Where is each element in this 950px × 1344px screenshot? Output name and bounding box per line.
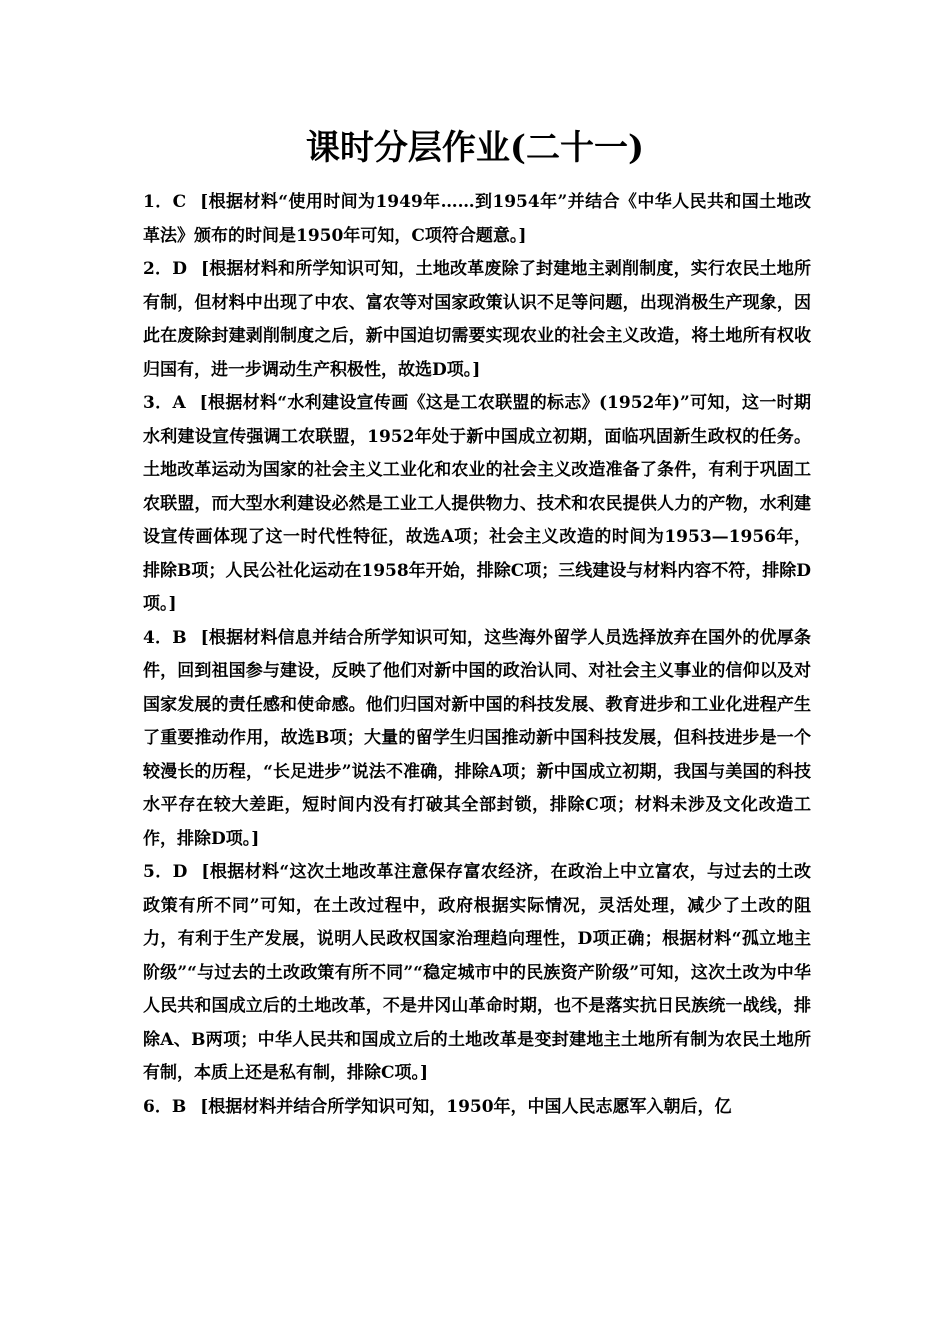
answer-label: 6．B: [143, 1096, 187, 1117]
answer-label: 1．C: [143, 192, 187, 212]
answer-label: 2．D: [143, 259, 187, 279]
answer-item-6: [143, 1091, 811, 1125]
answer-text: [根据材料和所学知识可知，土地改革废除了封建地主剥削制度，实行农民土地所有制，但材料中出现了中农、富农等对国家政策认识不足等问题，出现消极生产现象，因此在废除封建剥削制度之后，新中国迫切需要实现农业的社会主义改造，将土地所有权收归国有，进一步调动生产积极性，故选D项。]: [143, 259, 812, 380]
answer-item-5: [143, 856, 811, 1091]
answer-list: [143, 186, 811, 1124]
answer-text: [根据材料“使用时间为1949年……到1954年”并结合《中华人民共和国土地改革法》颁布的时间是1950年可知，C项符合题意。]: [143, 192, 811, 246]
answer-item-4: [143, 622, 811, 857]
answer-item-2: [143, 253, 811, 387]
answer-text: [根据材料信息并结合所学知识可知，这些海外留学人员选择放弃在国外的优厚条件，回到祖国参与建设，反映了他们对新中国的政治认同、对社会主义事业的信仰以及对国家发展的责任感和使命感。他们归国对新中国的科技发展、教育进步和工业化进程产生了重要推动作用，故选B项；大量的留学生归国推动新中国科技发展，但科技进步是一个较漫长的历程，“长足进步”说法不准确，排除A项；新中国成立初期，我国与美国的科技水平存在较大差距，短时间内没有打破其全部封锁，排除C项；材料未涉及文化改造工作，排除D项。]: [143, 627, 811, 849]
answer-item-3: [143, 387, 811, 622]
answer-item-1: [143, 186, 811, 253]
answer-label: 5．D: [143, 862, 188, 882]
page-title: 课时分层作业(二十一): [305, 128, 645, 168]
answer-text: [根据材料“水利建设宣传画《这是工农联盟的标志》(1952年)”可知，这一时期水利建设宣传强调工农联盟，1952年处于新中国成立初期，面临巩固新生政权的任务。土地改革运动为国家的社会主义工业化和农业的社会主义改造准备了条件，有利于巩固工农联盟，而大型水利建设必然是工业工人提供物力、技术和农民提供人力的产物，水利建设宣传画体现了这一时代性特征，故选A项；社会主义改造的时间为1953—1956年，排除B项；人民公社化运动在1958年开始，排除C项；三线建设与材料内容不符，排除D项。]: [143, 393, 811, 614]
answer-label: 4．B: [143, 627, 187, 648]
answer-label: 3．A: [143, 393, 186, 413]
answer-text: [根据材料“这次土地改革注意保存富农经济，在政治上中立富农，与过去的土改政策有所不同”可知，在土改过程中，政府根据实际情况，灵活处理，减少了土改的阻力，有利于生产发展，说明人民政权国家治理趋向理性，D项正确；根据材料“孤立地主阶级”“与过去的土改政策有所不同”“稳定城市中的民族资产阶级”可知，这次土改为中华人民共和国成立后的土地改革，不是井冈山革命时期，也不是落实抗日民族统一战线，排除A、B两项；中华人民共和国成立后的土地改革是变封建地主土地所有制为农民土地所有制，本质上还是私有制，排除C项。]: [143, 862, 812, 1083]
answer-text: [根据材料并结合所学知识可知，1950年，中国人民志愿军入朝后，亿: [200, 1096, 732, 1117]
